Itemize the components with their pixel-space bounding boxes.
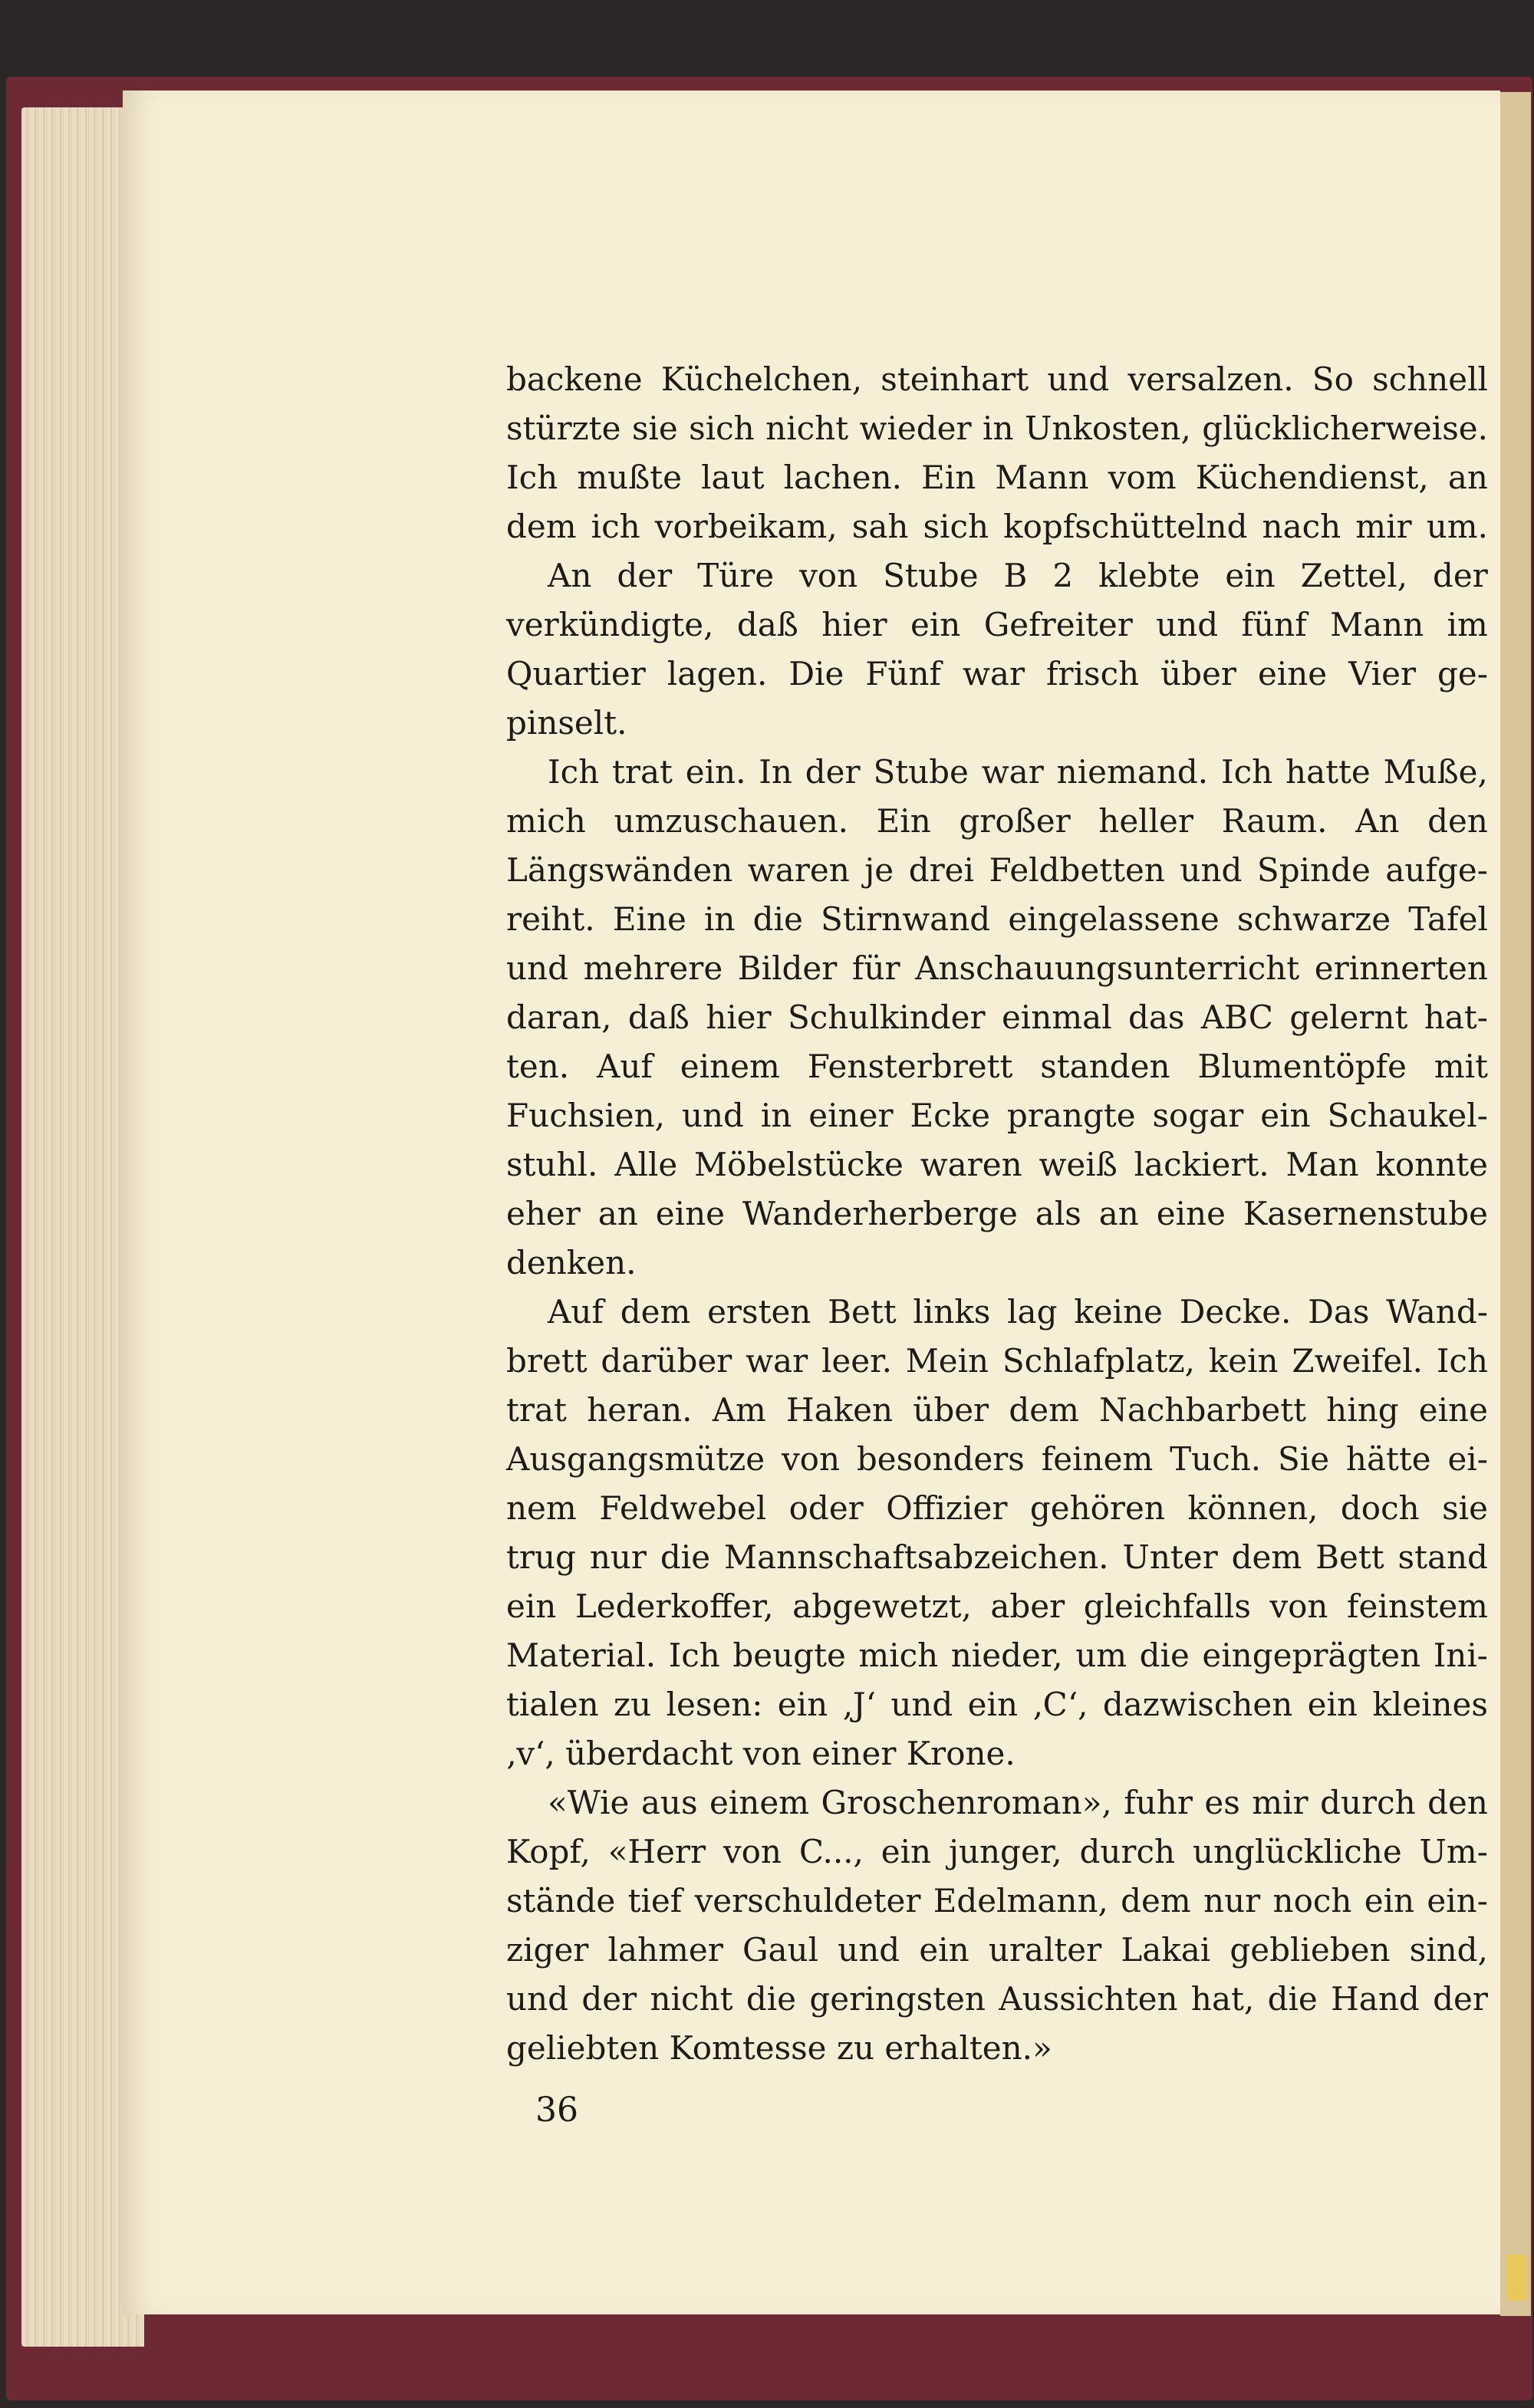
ribbon-marker bbox=[1506, 2255, 1526, 2301]
text-line: eher an eine Wanderherberge als an eine Kasernenstube bbox=[506, 1195, 1488, 1232]
body-text bbox=[506, 355, 1488, 2073]
text-line: mich umzuschauen. Ein großer heller Raum. An den bbox=[506, 802, 1488, 840]
text-line: backene Küchelchen, steinhart und versalzen. So schnell bbox=[506, 360, 1488, 398]
text-line: Kopf, «Herr von C..., ein junger, durch unglückliche Um- bbox=[506, 1833, 1488, 1870]
text-line: ten. Auf einem Fensterbrett standen Blumentöpfe mit bbox=[506, 1048, 1488, 1085]
text-line: Fuchsien, und in einer Ecke prangte sogar ein Schaukel- bbox=[506, 1097, 1488, 1134]
text-line: Ausgangsmütze von besonders feinem Tuch. Sie hätte ei- bbox=[506, 1440, 1488, 1478]
text-line: Auf dem ersten Bett links lag keine Decke. Das Wand- bbox=[548, 1293, 1488, 1331]
text-line: pinselt. bbox=[506, 704, 627, 742]
text-line: denken. bbox=[506, 1244, 637, 1281]
text-line: und mehrere Bilder für Anschauungsunterricht erinnerten bbox=[506, 949, 1488, 987]
text-line: «Wie aus einem Groschenroman», fuhr es mir durch den bbox=[548, 1784, 1488, 1821]
text-line: und der nicht die geringsten Aussichten hat, die Hand der bbox=[506, 1980, 1488, 2018]
text-line: stürzte sie sich nicht wieder in Unkosten, glücklicherweise. bbox=[506, 410, 1488, 447]
text-line: daran, daß hier Schulkinder einmal das ABC gelernt hat- bbox=[506, 998, 1488, 1036]
text-line: tialen zu lesen: ein ‚J‘ und ein ‚C‘, dazwischen ein kleines bbox=[506, 1686, 1488, 1723]
right-page-edge bbox=[1500, 92, 1531, 2316]
text-line: Quartier lagen. Die Fünf war frisch über eine Vier ge- bbox=[506, 655, 1488, 692]
text-line: Längswänden waren je drei Feldbetten und Spinde aufge- bbox=[506, 851, 1488, 889]
text-line: geliebten Komtesse zu erhalten.» bbox=[506, 2029, 1052, 2067]
text-line: stände tief verschuldeter Edelmann, dem nur noch ein ein- bbox=[506, 1882, 1488, 1919]
text-line: ‚v‘, überdacht von einer Krone. bbox=[506, 1735, 1016, 1772]
text-line: nem Feldwebel oder Offizier gehören können, doch sie bbox=[506, 1489, 1488, 1527]
text-line: dem ich vorbeikam, sah sich kopfschüttelnd nach mir um. bbox=[506, 508, 1488, 545]
text-line: ziger lahmer Gaul und ein uralter Lakai geblieben sind, bbox=[506, 1931, 1488, 1969]
text-line: reiht. Eine in die Stirnwand eingelassene schwarze Tafel bbox=[506, 900, 1488, 938]
book-page bbox=[123, 90, 1500, 2314]
text-line: Ich trat ein. In der Stube war niemand. Ich hatte Muße, bbox=[548, 753, 1488, 791]
text-line: An der Türe von Stube B 2 klebte ein Zettel, der bbox=[548, 557, 1488, 594]
text-line: trat heran. Am Haken über dem Nachbarbett hing eine bbox=[506, 1391, 1488, 1429]
text-line: ein Lederkoffer, abgewetzt, aber gleichfalls von feinstem bbox=[506, 1587, 1488, 1625]
page-number: 36 bbox=[535, 2091, 578, 2130]
text-line: verkündigte, daß hier ein Gefreiter und fünf Mann im bbox=[506, 606, 1488, 643]
text-line: Material. Ich beugte mich nieder, um die eingeprägten Ini- bbox=[506, 1637, 1488, 1674]
text-line: trug nur die Mannschaftsabzeichen. Unter dem Bett stand bbox=[506, 1538, 1488, 1576]
text-line: Ich mußte laut lachen. Ein Mann vom Küchendienst, an bbox=[506, 459, 1488, 496]
text-line: brett darüber war leer. Mein Schlafplatz, kein Zweifel. Ich bbox=[506, 1342, 1488, 1380]
text-line: stuhl. Alle Möbelstücke waren weiß lackiert. Man konnte bbox=[506, 1146, 1488, 1183]
